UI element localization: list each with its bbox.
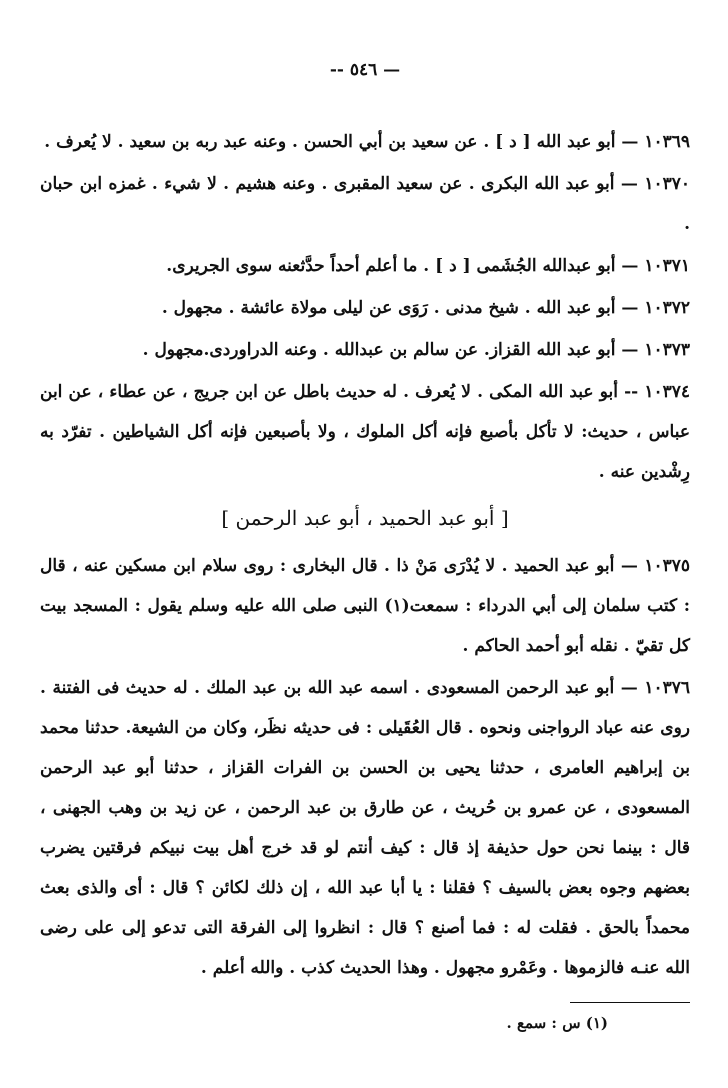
entry-10374: ١٠٣٧٤ -- أبو عبد الله المكى . لا يُعرف . له حديث باطل عن ابن جريج ، عن عطاء ، عن ابن عباس ، حديث: لا تأكل بأصبع فإنه أكل الملوك ، ولا بأصبعين فإنه أكل الشياطين . تفرّد به رِشْدين عنه . bbox=[40, 382, 690, 482]
entry-10370: ١٠٣٧٠ — أبو عبد الله البكرى . عن سعيد المقبرى . وعنه هشيم . لا شيء . غمزه ابن حبان . bbox=[40, 174, 690, 234]
footnote: (١) س : سمع . bbox=[506, 1014, 608, 1032]
entry-10372: ١٠٣٧٢ — أبو عبد الله . شيخ مدنى . رَوَى عن ليلى مولاة عائشة . مجهول . bbox=[161, 298, 690, 318]
entry-10376: ١٠٣٧٦ — أبو عبد الرحمن المسعودى . اسمه عبد الله بن عبد الملك . له حديث فى الفتنة . روى عنه عباد الرواجنى ونحوه . قال العُقَيلى : فى حديثه نظَر، وكان من الشيعة. حدثنا محمد بن إبراهيم العامرى ، حدثنا يحيى بن الحسن بن الفرات القزاز ، حدثنا أبو عبد الرحمن المسعودى ، عن عمرو بن حُريث ، عن طارق بن عبد الرحمن ، عن زيد بن وهب الجهنى ، قال : بينما نحن حول حذيفة إذ قال : كيف أنتم لو قد خرج أهل بيت نبيكم فرقتين يضرب بعضهم وجوه بعض بالسيف ؟ فقلنا : يا أبا عبد الله ، إن ذلك لكائن ؟ قال : أى والذى بعث محمداً بالحق . فقلت له : فما أصنع ؟ قال : انظروا إلى الفرقة التى تدعو إلى على رضى الله عنـه فالزموها . وعَمْرو مجهول . وهذا الحديث كذب . والله أعلم . bbox=[40, 678, 690, 978]
entry-10373: ١٠٣٧٣ — أبو عبد الله القزاز. عن سالم بن عبدالله . وعنه الدراوردى.مجهول . bbox=[142, 340, 690, 360]
footnote-divider bbox=[570, 1002, 690, 1003]
entry-10375: ١٠٣٧٥ — أبو عبد الحميد . لا يُدْرَى مَنْ ذا . قال البخارى : روى سلام ابن مسكين عنه ، قال : كتب سلمان إلى أبي الدرداء : سمعت(١) النبى صلى الله عليه وسلم يقول : المسجد بيت كل تقيّ . نقله أبو أحمد الحاكم . bbox=[40, 556, 690, 656]
page-number: — ٥٤٦ -- bbox=[329, 60, 401, 80]
section-title: [ أبو عبد الحميد ، أبو عبد الرحمن ] bbox=[221, 506, 509, 530]
entry-10371: ١٠٣٧١ — أبو عبدالله الجُشَمى [ د ] . ما أعلم أحداً حدَّثعنه سوى الجريرى. bbox=[166, 256, 690, 276]
document-page bbox=[40, 60, 690, 1070]
entry-10369: ١٠٣٦٩ — أبو عبد الله [ د ] . عن سعيد بن أبي الحسن . وعنه عبد ربه بن سعيد . لا يُعرف . bbox=[44, 132, 690, 152]
